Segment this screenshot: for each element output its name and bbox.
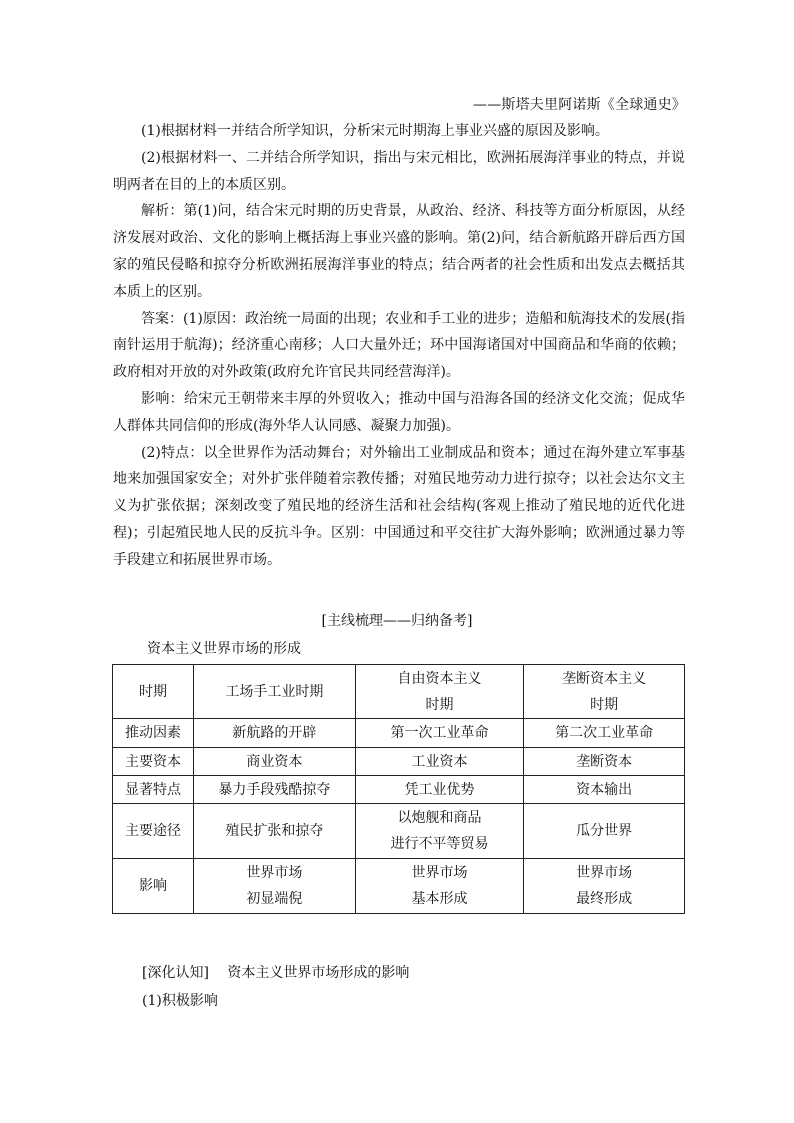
question-answer-block: [113, 118, 685, 574]
cell-text: 基本形成: [411, 891, 468, 907]
cell-text: 世界市场: [246, 865, 303, 881]
table-cell: 工业资本: [355, 748, 523, 776]
table-cell: [193, 859, 355, 914]
answer-causes-paragraph: 答案：(1)原因：政治统一局面的出现；农业和手工业的进步；造船和航海技术的发展(指南针运用于航海)；经济重心南移；人口大量外迁；环中国海诸国对中国商品和华商的依赖；政府相对开放的对外政策(政府允许官民共同经营海洋)。: [113, 310, 685, 381]
question-2: (2)根据材料一、二并结合所学知识，指出与宋元相比，欧洲拓展海洋事业的特点，并说明两者在目的上的本质区别。: [113, 149, 685, 193]
question-1: (1)根据材料一并结合所学知识，分析宋元时期海上事业兴盛的原因及影响。: [141, 123, 609, 139]
positive-impact-heading: (1)积极影响: [142, 993, 218, 1009]
table-cell: 第二次工业革命: [524, 719, 685, 748]
table-row: [113, 804, 685, 859]
table-cell: 瓜分世界: [524, 804, 685, 859]
table-header-row: [113, 665, 685, 719]
header-text: 时期: [425, 696, 454, 713]
deep-understanding-title: 资本主义世界市场形成的影响: [227, 965, 410, 981]
row-label: 推动因素: [113, 719, 194, 748]
header-cell-period: [113, 665, 194, 719]
header-cell-handicraft: [193, 665, 355, 719]
table-cell: [355, 859, 523, 914]
header-text: 垄断资本主义: [562, 670, 647, 687]
table-cell: 第一次工业革命: [355, 719, 523, 748]
table-cell: 暴力手段残酷掠夺: [193, 776, 355, 804]
table-cell: 垄断资本: [524, 748, 685, 776]
row-label: 显著特点: [113, 776, 194, 804]
row-label: 主要途径: [113, 804, 194, 859]
cell-text: 以炮舰和商品: [397, 810, 482, 826]
table-cell: [355, 804, 523, 859]
analysis-paragraph: 解析：第(1)问，结合宋元时期的历史背景，从政治、经济、科技等方面分析原因，从经济发展对政治、文化的影响上概括海上事业兴盛的影响。第(2)问，结合新航路开辟后西方国家的殖民侵略和掠夺分析欧洲拓展海洋事业的特点；结合两者的社会性质和出发点去概括其本质上的区别。: [113, 203, 685, 300]
table-cell: [524, 859, 685, 914]
header-cell-monopoly-capitalism: [524, 665, 685, 719]
cell-text: 世界市场: [576, 865, 633, 881]
cell-text: 初显端倪: [246, 891, 303, 907]
cell-text: 进行不平等贸易: [390, 836, 489, 852]
table-cell: 商业资本: [193, 748, 355, 776]
table-cell: 凭工业优势: [355, 776, 523, 804]
row-label: 主要资本: [113, 748, 194, 776]
header-text: 自由资本主义: [397, 670, 482, 687]
cell-text: 最终形成: [576, 891, 633, 907]
table-row: [113, 859, 685, 914]
table-row: [113, 748, 685, 776]
header-text: 时期: [590, 696, 619, 713]
table-title: 资本主义世界市场的形成: [147, 641, 301, 657]
cell-text: 世界市场: [411, 865, 468, 881]
row-label: 影响: [113, 859, 194, 914]
answer-features-paragraph: (2)特点：以全世界作为活动舞台；对外输出工业制成品和资本；通过在海外建立军事基地来加强国家安全；对外扩张伴随着宗教传播；对殖民地劳动力进行掠夺；以社会达尔文主义为扩张依据；深刻改变了殖民地的经济生活和社会结构(客观上推动了殖民地的近代化进程)；引起殖民地人民的反抗斗争。区别：中国通过和平交往扩大海外影响；欧洲通过暴力等手段建立和拓展世界市场。: [113, 444, 685, 568]
table-cell: 新航路的开辟: [193, 719, 355, 748]
deep-understanding-tag: [深化认知]: [142, 965, 209, 981]
citation-source: ——斯塔夫里阿诺斯《全球通史》: [473, 97, 686, 113]
header-text: 时期: [138, 683, 167, 700]
table-row: [113, 776, 685, 804]
header-cell-free-capitalism: [355, 665, 523, 719]
table-cell: 殖民扩张和掠夺: [193, 804, 355, 859]
header-text: 工场手工业时期: [225, 683, 324, 700]
deep-understanding-heading: [142, 962, 409, 982]
world-market-table: [112, 664, 685, 914]
table-row: [113, 719, 685, 748]
table-cell: 资本输出: [524, 776, 685, 804]
section-title: [主线梳理——归纳备考]: [321, 613, 473, 629]
answer-impact-paragraph: 影响：给宋元王朝带来丰厚的外贸收入；推动中国与沿海各国的经济文化交流；促成华人群体共同信仰的形成(海外华人认同感、凝聚力加强)。: [113, 390, 685, 434]
